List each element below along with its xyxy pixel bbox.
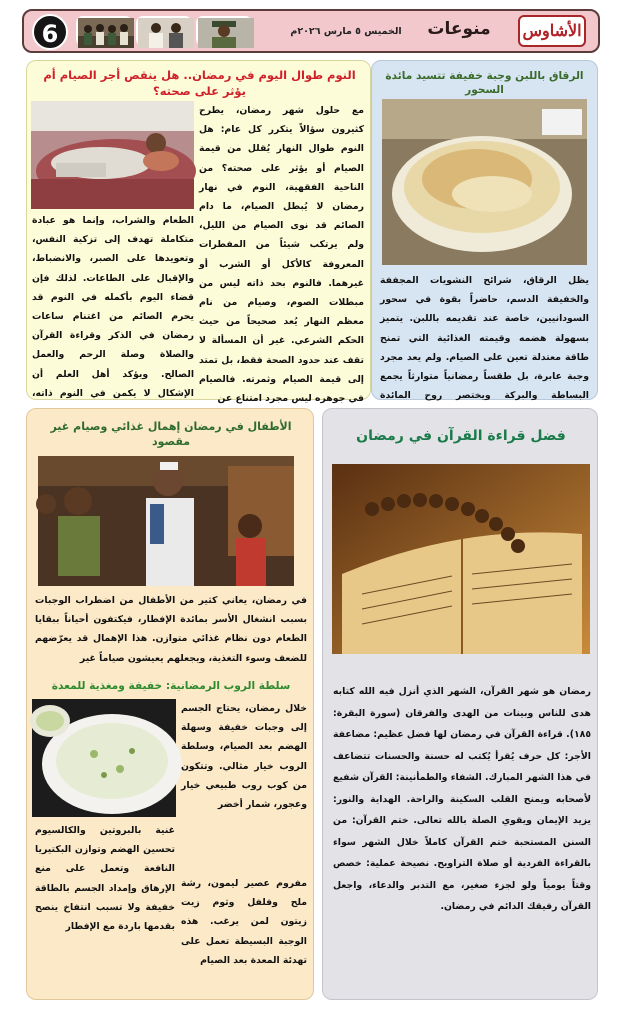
header-photo-group-image: [78, 18, 134, 48]
salad-photo: [32, 699, 176, 817]
page-number: 6: [32, 14, 68, 50]
salad-col-bottom: مفروم عصير ليمون، رشة ملح وفلفل وثوم زيت زيتون لمن يرغب. هذه الوجبة البسيطة تعمل على تهدئة المعدة بعد الصيام: [181, 878, 307, 966]
header-photo-group: [76, 16, 132, 46]
article-quran: [322, 408, 598, 1000]
newspaper-logo: الأشاوس: [518, 15, 586, 47]
article-children: [26, 408, 314, 1000]
article-sleep-title: النوم طوال اليوم في رمضان.. هل ينقص أجر الصيام أم يؤثر على صحته؟: [43, 68, 356, 98]
article-quran-photo: [332, 464, 590, 654]
yogurt-salad-image: [32, 699, 176, 817]
article-quran-title: فضل قراءة القرآن في رمضان: [356, 428, 566, 444]
article-ruqaq-title: الرقاق باللبن وجبة خفيفة تتسيد مائدة السحور: [385, 70, 584, 96]
children-ramadan-image: [38, 456, 294, 586]
article-children-title: الأطفال في رمضان إهمال غذائي وصيام غير مقصود: [50, 420, 292, 448]
page-header: [22, 9, 600, 53]
salad-subtitle: سلطة الروب الرمضانية: خفيفة ومغذية للمعدة: [51, 680, 291, 692]
salad-col-right: خلال رمضان، يحتاج الجسم إلى وجبات خفيفة وسهلة الهضم بعد الصيام، وسلطة الروب خيار مثالي. وتتكون من كوب روب طبيعي خيار وعجور، شمار أخضر: [181, 703, 307, 811]
header-photo-men: [136, 16, 192, 46]
article-sleep-col-left: الطعام والشراب، وإنما هو عبادة متكاملة تهدف إلى تزكية النفس، وتعويدها على الصبر، والانضباط، والإقبال على الطاعات. لذلك فإن قضاء اليوم بأكمله في النوم قد يحرم الصائم من اغتنام ساعات رمضان في الذكر وقراءة القرآن والصلاة وصلة الرحم والعمل الصالح. ويؤكد أهل العلم أن الإشكال لا يكمن في النوم ذاته،: [32, 215, 194, 399]
article-ruqaq-body: يظل الرقاق، شرائح النشويات المجففة والخفيفة الدسم، حاضراً بقوة في سحور السودانيين، خاصة عند تقديمه باللبن. يتميز بسهولة هضمه وقيمته الغذائية التي تمنح طاقة معتدلة تعين على الصيام. ولم يعد مجرد وجبة عابرة، بل طقساً رمضانياً متوارثاً يجمع البساطة والبركة ويختصر روح المائدة: [380, 275, 589, 402]
header-photo-officer: [196, 16, 252, 46]
ruqaq-bread-image: [382, 99, 587, 265]
sleeping-man-image: [31, 101, 194, 209]
header-photo-men-image: [138, 18, 194, 48]
article-sleep-photo: [31, 101, 194, 209]
section-title: منوعات: [427, 19, 491, 39]
salad-col-left: غنية بالبروتين والكالسيوم تحسين الهضم وتوازن البكتيريا النافعة وتعمل على منع الإرهاق وإمداد الجسم بالطاقة خفيفة ولا تسبب انتفاخ ينصح بقدمها باردة مع الإفطار: [35, 825, 175, 933]
quran-rosary-image: [332, 464, 590, 654]
article-children-body: في رمضان، يعاني كثير من الأطفال من اضطراب الوجبات بسبب انشغال الأسر بمائدة الإفطار، فيكتفون أحياناً ببقايا الطعام دون نظام غذائي متوازن. هذا الإهمال قد يعرّضهم للضعف وسوء التغذية، ويجعلهم يعيشون صياماً غير: [35, 595, 307, 664]
article-ruqaq-photo: [382, 99, 587, 265]
issue-date: الخميس ٥ مارس ٢٠٢٦م: [290, 26, 402, 37]
article-children-photo: [38, 456, 294, 586]
article-quran-body: رمضان هو شهر القرآن، الشهر الذي أنزل فيه الله كتابه هدى للناس وبينات من الهدى والفرقان (سورة البقرة: ١٨٥). قراءة القرآن في رمضان لها فضل عظيم: مضاعفة الأجر: كل حرف يُقرأ يُكتب له حسنة والحسنات تتضاعف في هذا الشهر المبارك. الشفاء والطمأنينة: القرآن شفيع لأصحابه ويمنح القلب السكينة والراحة. الهداية والنور: يزيد الإيمان ويقوي الصلة بالله تعالى. ختم القرآن: من السنن المستحبة ختم القرآن كاملاً خلال الشهر سواء بالقراءة الفردية أو صلاة التراويح. نصيحة عملية: خصص وقتاً يومياً ولو لجزء صغير، مع التدبر والدعاء، واجعل القرآن رفيقك الدائم في رمضان.: [333, 686, 591, 912]
article-sleep-col-right: مع حلول شهر رمضان، يطرح كثيرون سؤالاً يتكرر كل عام: هل النوم طوال النهار يُقلل من قيمة الصيام أو يؤثر على صحته؟ من الناحية الفقهية، النوم في نهار رمضان لا يُبطل الصيام، ما دام الصائم قد نوى الصيام من الليل، ولم يرتكب شيئاً من المفطرات المعروفة كالأكل أو الشرب أو غيرهما. فالنوم بحد ذاته ليس من مبطلات الصوم، وصيام من نام معظم النهار يُعد صحيحاً من حيث الحكم الشرعي. غير أن المسألة لا تقف عند حدود الصحة فقط، بل تمتد إلى قيمة الصيام وثمرته. فالصيام في جوهره ليس مجرد امتناع عن: [199, 105, 364, 405]
header-photo-officer-image: [198, 18, 254, 48]
article-sleep: [26, 60, 371, 405]
article-ruqaq: [371, 60, 598, 400]
